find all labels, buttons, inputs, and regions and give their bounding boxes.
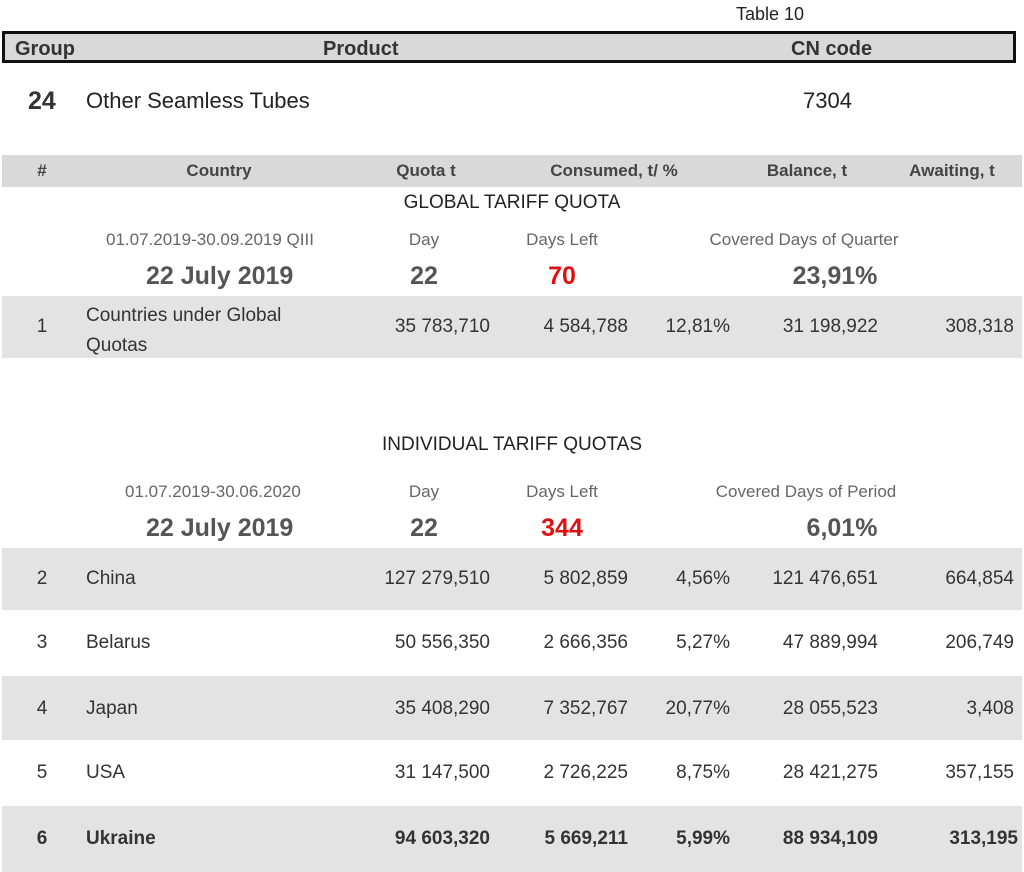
row-awaiting: 3,408	[966, 698, 1014, 719]
global-day-value: 22	[410, 262, 438, 290]
global-date: 22 July 2019	[146, 262, 294, 290]
row-num: 6	[36, 828, 48, 849]
row-num: 1	[36, 316, 48, 337]
row-balance: 121 476,651	[772, 568, 878, 589]
row-consumed: 7 352,767	[543, 698, 628, 719]
group-number: 24	[28, 87, 56, 115]
table-row	[2, 742, 1022, 804]
col-consumed-header: Consumed, t/ %	[550, 161, 678, 180]
row-consumed-pct: 12,81%	[665, 316, 730, 337]
row-num: 2	[36, 568, 48, 589]
global-section-title: GLOBAL TARIFF QUOTA	[403, 192, 621, 213]
row-awaiting: 206,749	[945, 632, 1014, 653]
row-country: Countries under Global Quotas	[86, 305, 282, 356]
col-balance-header: Balance, t	[766, 161, 848, 180]
row-balance: 28 055,523	[782, 698, 878, 719]
row-balance: 88 934,109	[782, 828, 878, 849]
row-quota: 31 147,500	[394, 762, 490, 783]
row-quota: 94 603,320	[394, 828, 490, 849]
individual-days-left-value: 344	[541, 514, 583, 542]
table-label: Table 10	[736, 4, 805, 24]
row-consumed-pct: 4,56%	[676, 568, 730, 589]
row-consumed: 2 666,356	[543, 632, 628, 653]
cn-code-header: CN code	[791, 38, 873, 60]
individual-date: 22 July 2019	[146, 514, 294, 542]
row-num: 4	[36, 698, 48, 719]
row-quota: 35 783,710	[394, 316, 490, 337]
row-num: 3	[36, 632, 48, 653]
product-header: Product	[323, 38, 399, 60]
group-header-bar	[2, 31, 1016, 63]
row-country: Japan	[86, 698, 138, 719]
row-country: Belarus	[86, 632, 151, 653]
col-country-header: Country	[186, 161, 252, 180]
individual-days-left-label: Days Left	[526, 482, 598, 501]
row-awaiting: 308,318	[945, 316, 1014, 337]
row-awaiting: 357,155	[945, 762, 1014, 783]
row-quota: 35 408,290	[394, 698, 490, 719]
col-num-header: #	[37, 161, 47, 180]
row-consumed: 4 584,788	[543, 316, 628, 337]
row-consumed: 5 802,859	[543, 568, 628, 589]
row-quota: 50 556,350	[394, 632, 490, 653]
row-quota: 127 279,510	[384, 568, 490, 589]
table-row	[2, 612, 1022, 674]
row-num: 5	[36, 762, 48, 783]
individual-day-label: Day	[408, 482, 440, 501]
row-consumed-pct: 20,77%	[665, 698, 730, 719]
cn-code-value: 7304	[803, 88, 852, 113]
row-awaiting: 664,854	[945, 568, 1014, 589]
row-consumed-pct: 5,27%	[676, 632, 730, 653]
table-row	[2, 676, 1022, 740]
row-balance: 31 198,922	[782, 316, 878, 337]
global-covered-value: 23,91%	[792, 262, 878, 290]
individual-section-title: INDIVIDUAL TARIFF QUOTAS	[381, 434, 643, 455]
row-consumed: 5 669,211	[544, 828, 628, 849]
row-balance: 47 889,994	[782, 632, 878, 653]
row-country: USA	[86, 762, 126, 783]
global-covered-label: Covered Days of Quarter	[709, 230, 899, 249]
global-period: 01.07.2019-30.09.2019 QIII	[106, 230, 314, 249]
individual-day-value: 22	[410, 514, 438, 542]
row-awaiting: 313,195	[949, 828, 1018, 849]
column-header-row	[2, 155, 1022, 187]
col-quota-header: Quota t	[396, 161, 456, 180]
row-consumed-pct: 8,75%	[676, 762, 730, 783]
row-balance: 28 421,275	[782, 762, 878, 783]
individual-covered-value: 6,01%	[806, 514, 878, 542]
individual-covered-label: Covered Days of Period	[715, 482, 897, 501]
individual-period: 01.07.2019-30.06.2020	[125, 482, 301, 501]
row-country: Ukraine	[86, 828, 156, 849]
table-row	[2, 296, 1022, 358]
row-consumed: 2 726,225	[543, 762, 628, 783]
global-day-label: Day	[408, 230, 440, 249]
global-days-left-label: Days Left	[526, 230, 598, 249]
row-consumed-pct: 5,99%	[676, 828, 730, 849]
table-row	[2, 548, 1022, 610]
product-name: Other Seamless Tubes	[86, 88, 310, 113]
global-days-left-value: 70	[548, 262, 576, 290]
table-row	[2, 806, 1022, 872]
col-awaiting-header: Awaiting, t	[909, 161, 995, 180]
row-country: China	[86, 568, 136, 589]
group-header: Group	[15, 38, 75, 60]
